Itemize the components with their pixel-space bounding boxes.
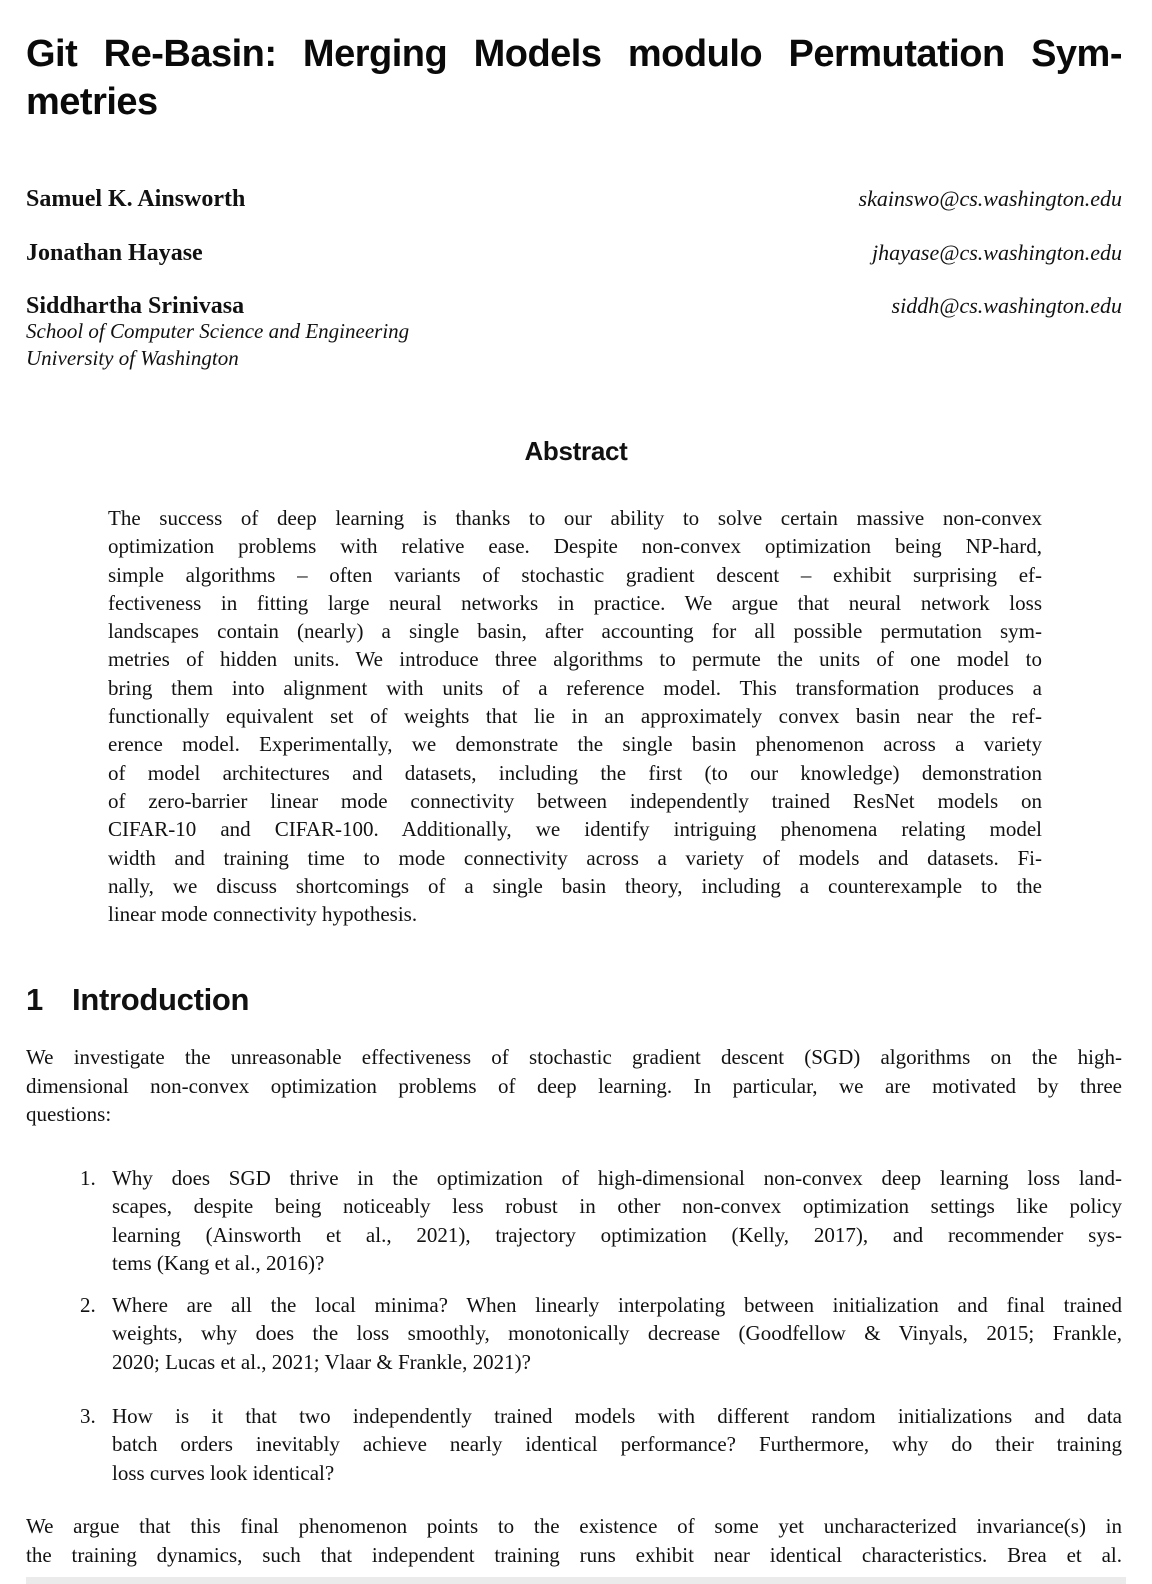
text-line: bring them into alignment with units of a reference model. This transformation produces a <box>108 675 1042 700</box>
text-line: Where are all the local minima? When linearly interpolating between initialization and final trained <box>112 1293 1122 1317</box>
text-line: simple algorithms – often variants of stochastic gradient descent – exhibit surprising ef- <box>108 562 1042 587</box>
paper-title-line-1: Git Re-Basin: Merging Models modulo Permutation Sym- <box>26 33 1122 75</box>
abstract-body <box>108 504 1042 928</box>
section-title: Introduction <box>72 982 250 1017</box>
text-line: tems (Kang et al., 2016)? <box>112 1250 325 1275</box>
text-line: of model architectures and datasets, including the first (to our knowledge) demonstration <box>108 760 1042 785</box>
author-row <box>26 293 1122 320</box>
affiliation-line: School of Computer Science and Engineering <box>26 319 410 343</box>
list-item-2 <box>80 1291 1122 1376</box>
list-item-number: 1. <box>80 1166 96 1190</box>
text-line: We argue that this final phenomenon points to the existence of some yet uncharacterized invariance(s) in <box>26 1514 1122 1538</box>
text-line: scapes, despite being noticeably less robust in other non-convex optimization settings like policy <box>112 1194 1122 1219</box>
text-line: weights, why does the loss smoothly, monotonically decrease (Goodfellow & Vinyals, 2015; Frankle, <box>112 1321 1122 1346</box>
text-line: questions: <box>26 1102 112 1126</box>
author-email: skainswo@cs.washington.edu <box>858 186 1122 211</box>
intro-paragraph-2 <box>26 1512 1122 1569</box>
list-item-1 <box>80 1164 1122 1277</box>
text-line: nally, we discuss shortcomings of a single basin theory, including a counterexample to the <box>108 873 1042 898</box>
author-name: Samuel K. Ainsworth <box>26 186 246 212</box>
author-name: Jonathan Hayase <box>26 240 203 266</box>
author-name: Siddhartha Srinivasa <box>26 293 245 319</box>
text-line: linear mode connectivity hypothesis. <box>108 902 418 927</box>
text-line: How is it that two independently trained models with different random initializations and data <box>112 1404 1122 1428</box>
text-line: erence model. Experimentally, we demonstrate the single basin phenomenon across a variety <box>108 732 1042 757</box>
text-line: the training dynamics, such that independent training runs exhibit near identical characteristics. Brea et al. <box>26 1542 1122 1567</box>
author-row <box>26 240 1122 267</box>
list-item-text <box>112 1291 1122 1376</box>
list-item-text <box>112 1164 1122 1277</box>
text-line: dimensional non-convex optimization problems of deep learning. In particular, we are motivated by three <box>26 1073 1122 1098</box>
author-email: siddh@cs.washington.edu <box>891 293 1122 318</box>
text-line: of zero-barrier linear mode connectivity between independently trained ResNet models on <box>108 788 1042 813</box>
text-line: fectiveness in fitting large neural networks in practice. We argue that neural network loss <box>108 590 1042 615</box>
text-line: learning (Ainsworth et al., 2021), trajectory optimization (Kelly, 2017), and recommender sys- <box>112 1222 1122 1247</box>
author-affiliation <box>26 318 409 372</box>
text-line: We investigate the unreasonable effectiveness of stochastic gradient descent (SGD) algorithms on the high- <box>26 1045 1122 1069</box>
section-number: 1 <box>26 982 43 1017</box>
section-heading-introduction <box>26 982 249 1018</box>
text-line: loss curves look identical? <box>112 1460 335 1485</box>
text-line: optimization problems with relative ease. Despite non-convex optimization being NP-hard, <box>108 534 1042 559</box>
text-line: The success of deep learning is thanks to our ability to solve certain massive non-convex <box>108 506 1042 530</box>
abstract-heading: Abstract <box>524 436 628 466</box>
list-item-number: 2. <box>80 1293 96 1317</box>
cutoff-next-line <box>26 1577 1126 1584</box>
text-line: landscapes contain (nearly) a single basin, after accounting for all possible permutation sym- <box>108 619 1042 644</box>
text-line: batch orders inevitably achieve nearly identical performance? Furthermore, why do their training <box>112 1432 1122 1457</box>
intro-paragraph-1 <box>26 1043 1122 1129</box>
affiliation-line: University of Washington <box>26 346 239 370</box>
author-row <box>26 186 1122 213</box>
list-item-3 <box>80 1402 1122 1487</box>
text-line: 2020; Lucas et al., 2021; Vlaar & Frankle, 2021)? <box>112 1349 531 1374</box>
text-line: metries of hidden units. We introduce three algorithms to permute the units of one model to <box>108 647 1042 672</box>
text-line: functionally equivalent set of weights that lie in an approximately convex basin near the ref- <box>108 704 1042 729</box>
text-line: CIFAR-10 and CIFAR-100. Additionally, we identify intriguing phenomena relating model <box>108 817 1042 842</box>
paper-title <box>26 30 1122 126</box>
list-item-text <box>112 1402 1122 1487</box>
author-email: jhayase@cs.washington.edu <box>872 240 1122 265</box>
text-line: Why does SGD thrive in the optimization of high-dimensional non-convex deep learning loss land- <box>112 1166 1122 1190</box>
paper-title-line-2: metries <box>26 81 158 123</box>
list-item-number: 3. <box>80 1404 96 1428</box>
text-line: width and training time to mode connectivity across a variety of models and datasets. Fi- <box>108 845 1042 870</box>
